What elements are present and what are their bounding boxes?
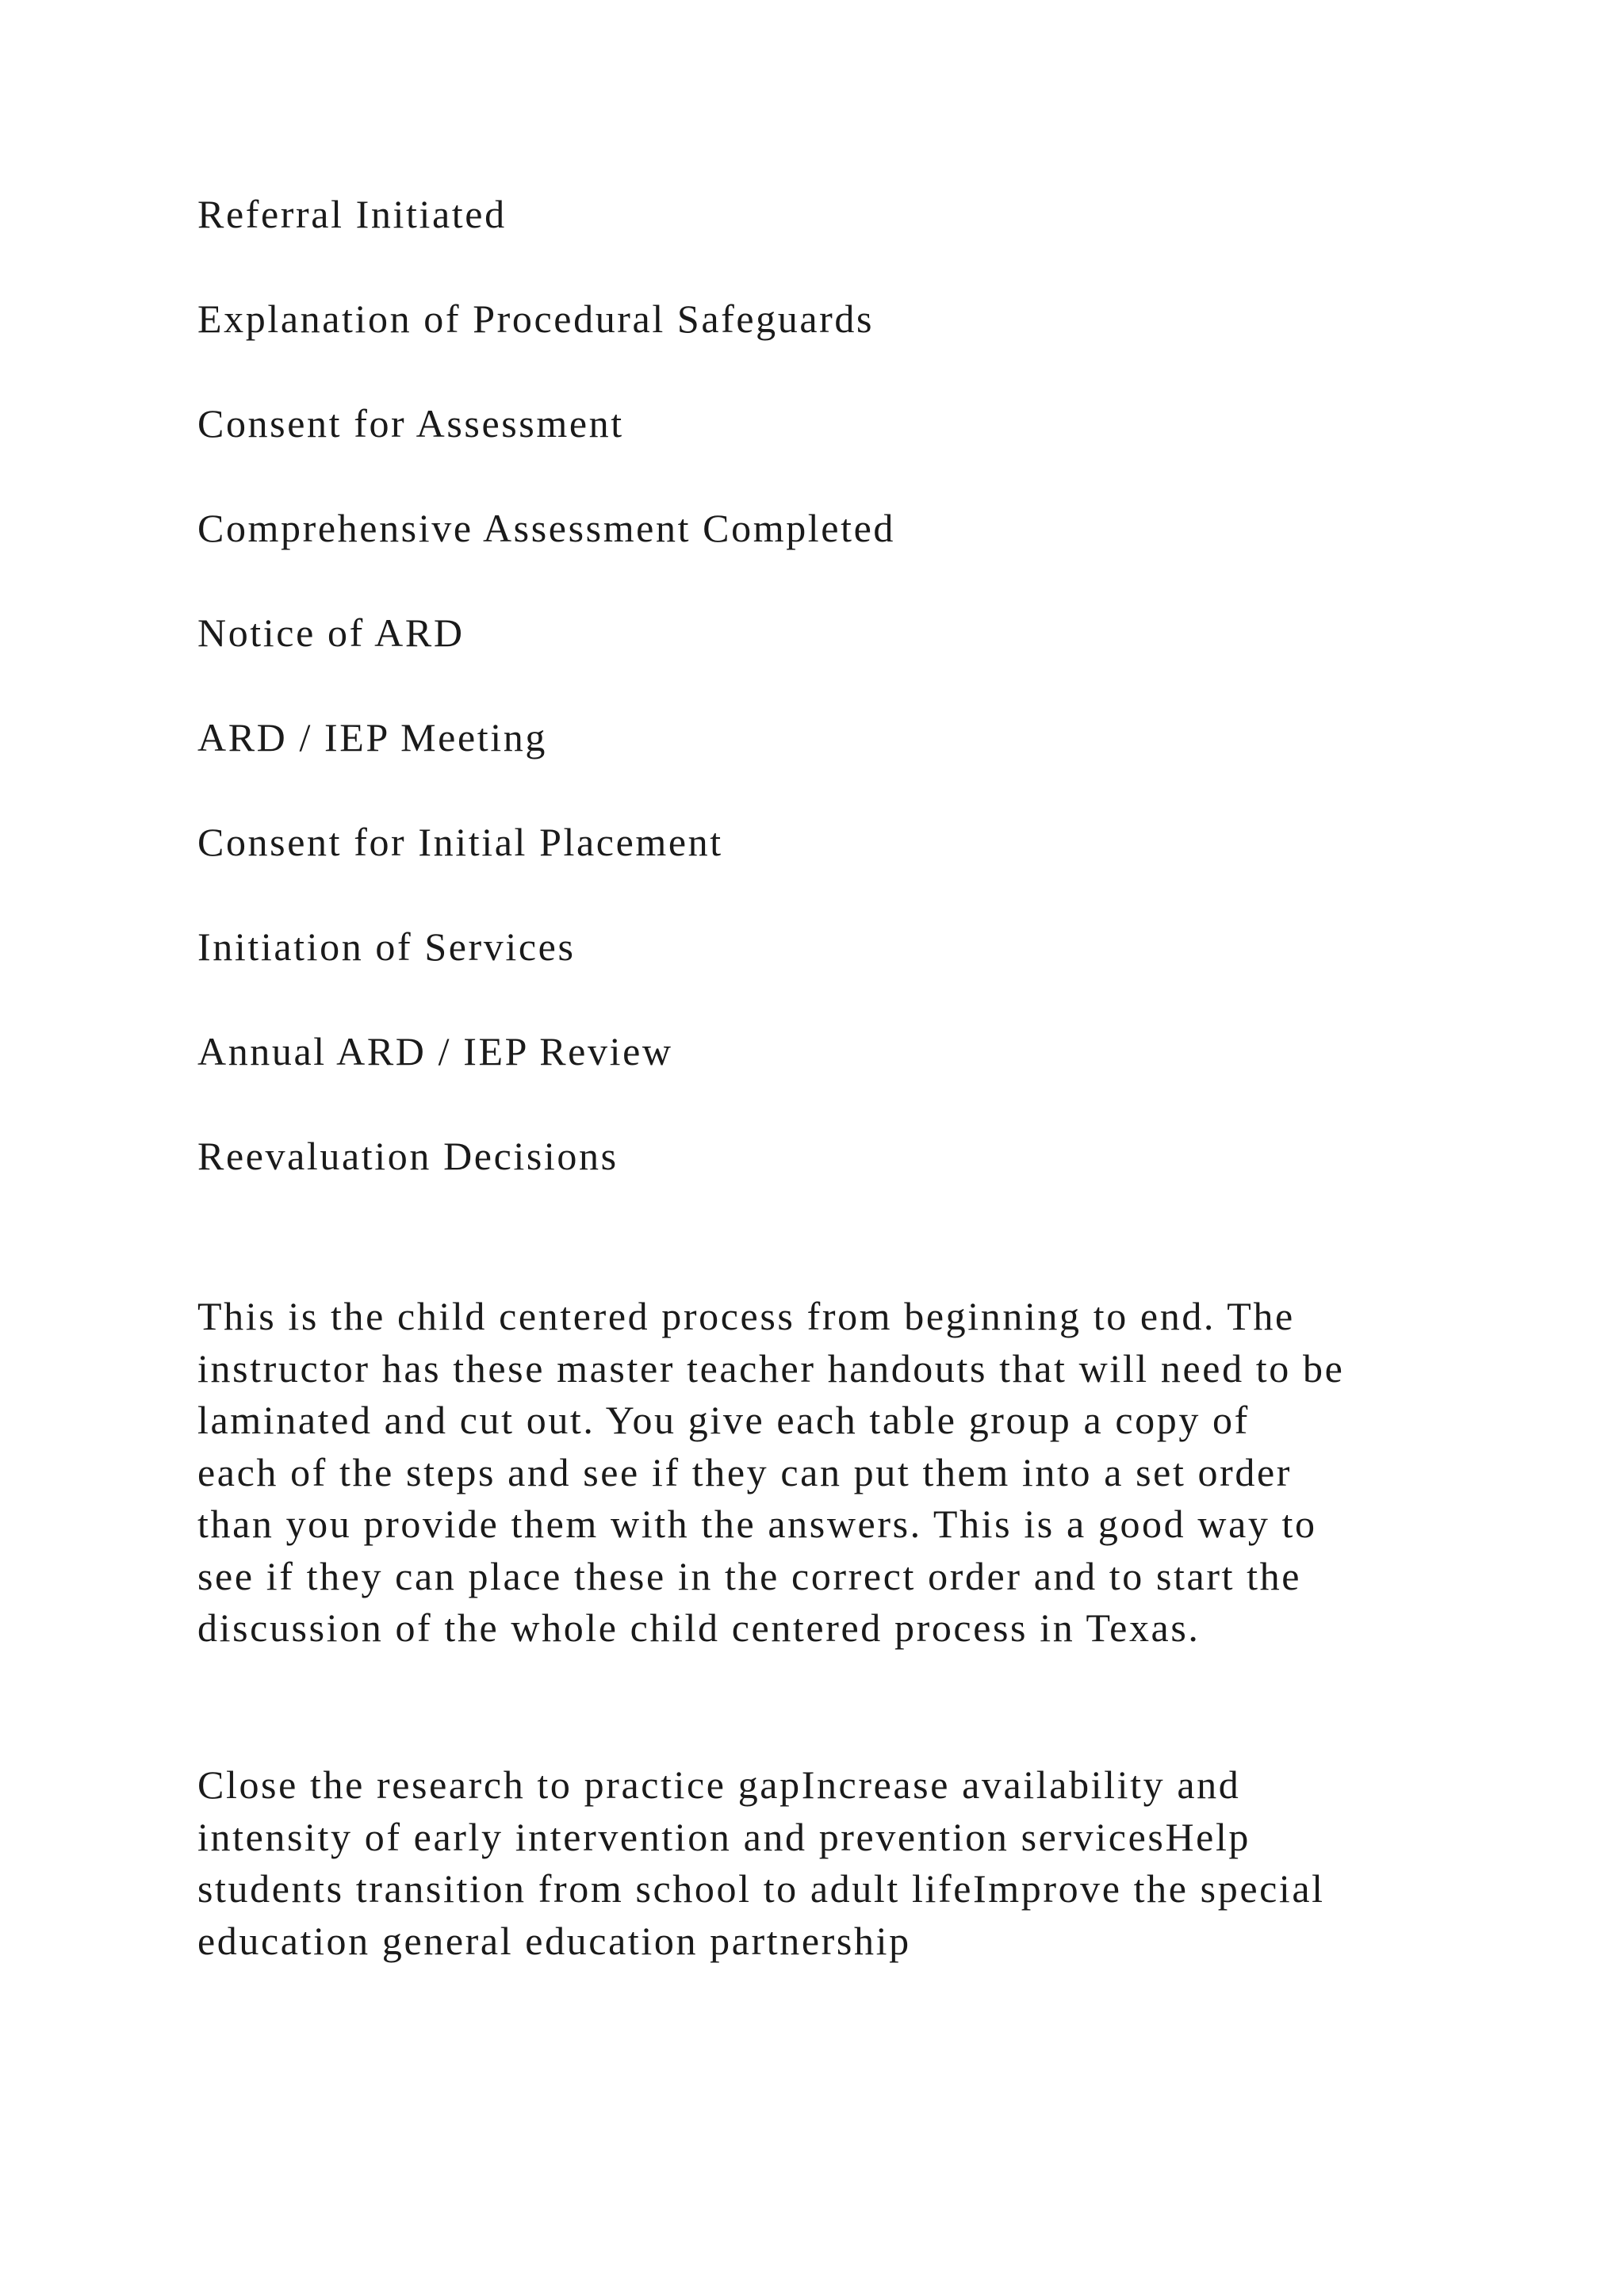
paragraph-line: instructor has these master teacher handouts that will need to be [197,1345,1345,1391]
step-ard-iep-meeting: ARD / IEP Meeting [197,715,547,760]
paragraph-line: education general education partnership [197,1918,911,1963]
step-comprehensive-assessment-completed: Comprehensive Assessment Completed [197,506,895,550]
step-consent-for-initial-placement: Consent for Initial Placement [197,820,723,864]
step-initiation-of-services: Initiation of Services [197,924,576,969]
step-referral-initiated: Referral Initiated [197,192,507,236]
paragraph-line: discussion of the whole child centered process in Texas. [197,1605,1201,1650]
paragraph-line: see if they can place these in the correct order and to start the [197,1553,1302,1598]
step-explanation-of-procedural-safeguards: Explanation of Procedural Safeguards [197,297,875,341]
explanation-paragraph [197,1291,1498,1655]
step-reevaluation-decisions: Reevaluation Decisions [197,1134,619,1178]
paragraph-line: laminated and cut out. You give each table group a copy of [197,1398,1250,1442]
paragraph-line: intensity of early intervention and prevention servicesHelp [197,1814,1251,1859]
step-notice-of-ard: Notice of ARD [197,610,465,655]
goals-paragraph [197,1759,1498,1967]
step-annual-ard-iep-review: Annual ARD / IEP Review [197,1029,673,1073]
paragraph-line: Close the research to practice gapIncrease availability and [197,1762,1241,1807]
paragraph-line: each of the steps and see if they can put them into a set order [197,1449,1293,1494]
paragraph-line: than you provide them with the answers. This is a good way to [197,1502,1317,1546]
process-steps-list [197,190,895,1237]
paragraph-line: students transition from school to adult lifeImprove the special [197,1866,1325,1911]
paragraph-line: This is the child centered process from beginning to end. The [197,1294,1295,1338]
step-consent-for-assessment: Consent for Assessment [197,401,624,446]
